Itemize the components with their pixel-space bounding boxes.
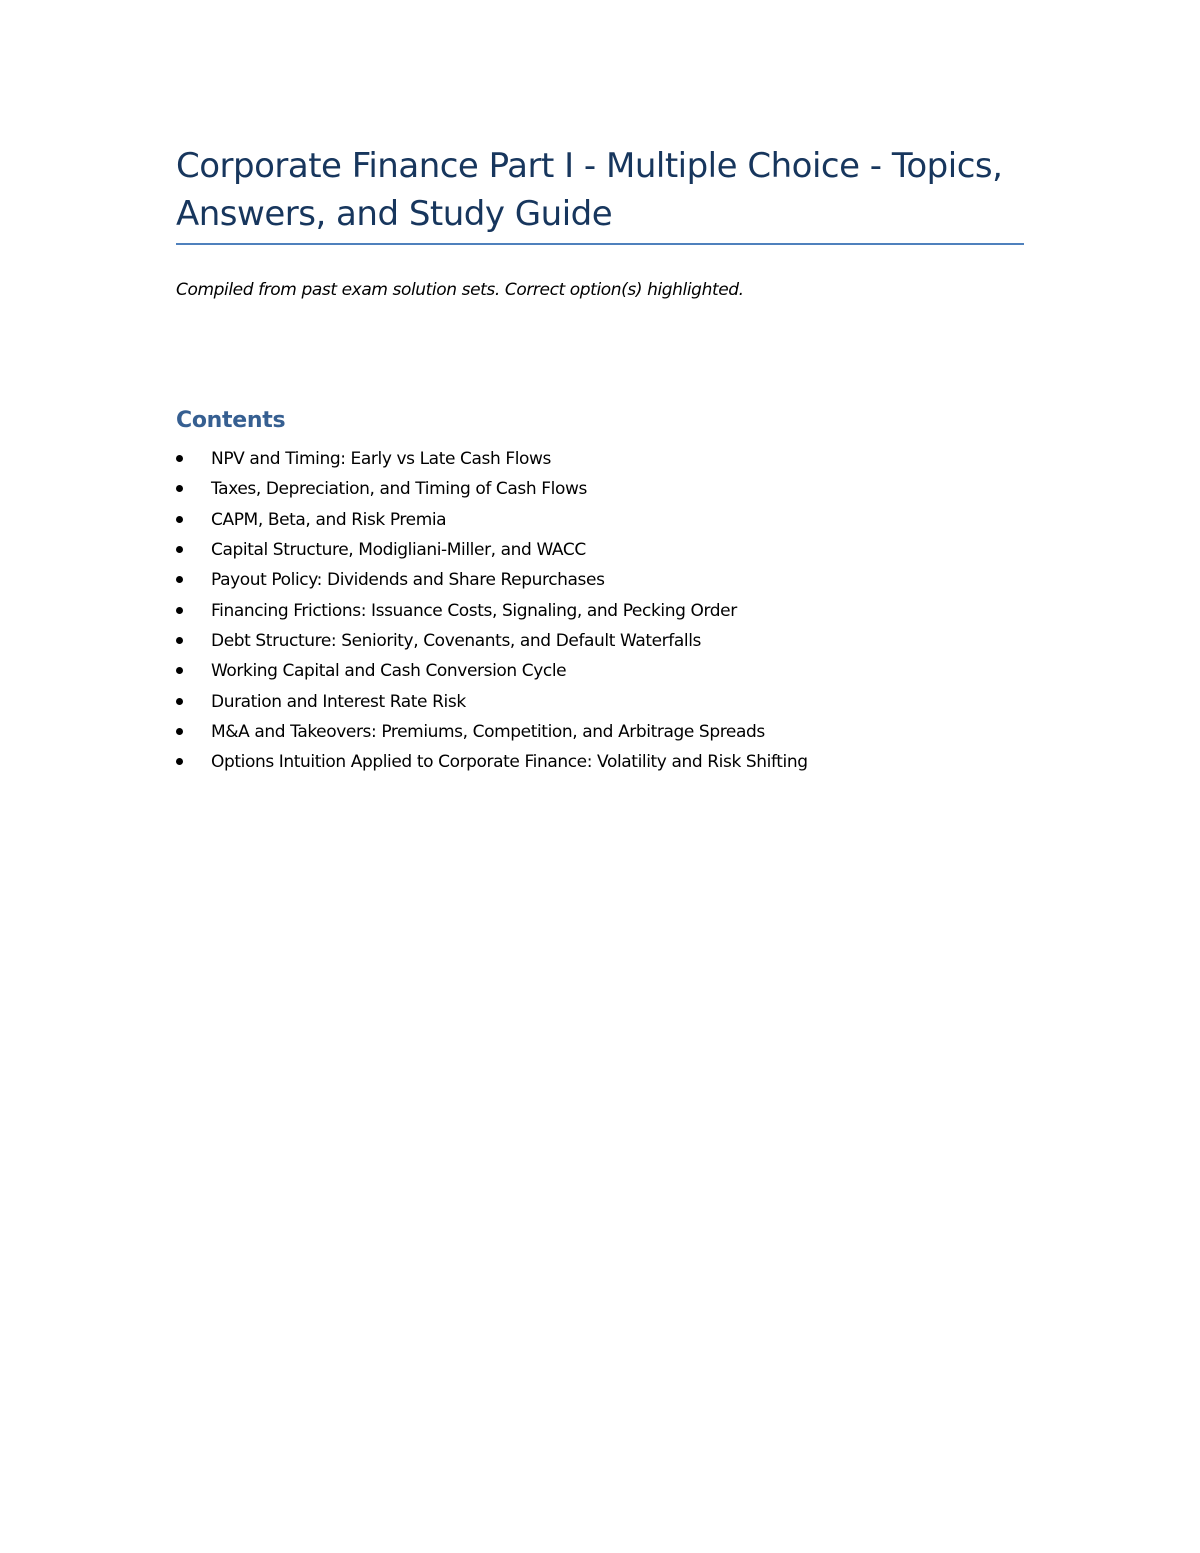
contents-item-label: M&A and Takeovers: Premiums, Competition, and Arbitrage Spreads — [211, 721, 765, 742]
contents-item-label: NPV and Timing: Early vs Late Cash Flows — [211, 449, 552, 470]
contents-item-label: Working Capital and Cash Conversion Cycle — [211, 661, 567, 682]
bullet-icon — [176, 637, 183, 644]
contents-item-label: Financing Frictions: Issuance Costs, Signaling, and Pecking Order — [211, 600, 737, 621]
bullet-icon — [176, 546, 183, 553]
document-subtitle: Compiled from past exam solution sets. Correct option(s) highlighted. — [176, 280, 744, 300]
contents-heading: Contents — [176, 408, 286, 433]
bullet-icon — [176, 576, 183, 583]
contents-item-label: Capital Structure, Modigliani-Miller, and WACC — [211, 540, 586, 561]
bullet-icon — [176, 607, 183, 614]
contents-item-label: Duration and Interest Rate Risk — [211, 691, 466, 712]
bullet-icon — [176, 758, 183, 765]
contents-item-label: Debt Structure: Seniority, Covenants, and Default Waterfalls — [211, 630, 701, 651]
bullet-icon — [176, 698, 183, 705]
contents-item-label: Payout Policy: Dividends and Share Repurchases — [211, 570, 605, 591]
contents-item-label: Taxes, Depreciation, and Timing of Cash Flows — [211, 479, 587, 500]
bullet-icon — [176, 667, 183, 674]
bullet-icon — [176, 455, 183, 462]
title-underline-rule — [176, 243, 1024, 245]
bullet-icon — [176, 485, 183, 492]
bullet-icon — [176, 516, 183, 523]
contents-item-label: CAPM, Beta, and Risk Premia — [211, 509, 447, 530]
document-title: Corporate Finance Part I - Multiple Choice - Topics, Answers, and Study Guide — [176, 146, 1003, 234]
bullet-icon — [176, 728, 183, 735]
contents-item-label: Options Intuition Applied to Corporate Finance: Volatility and Risk Shifting — [211, 752, 808, 773]
